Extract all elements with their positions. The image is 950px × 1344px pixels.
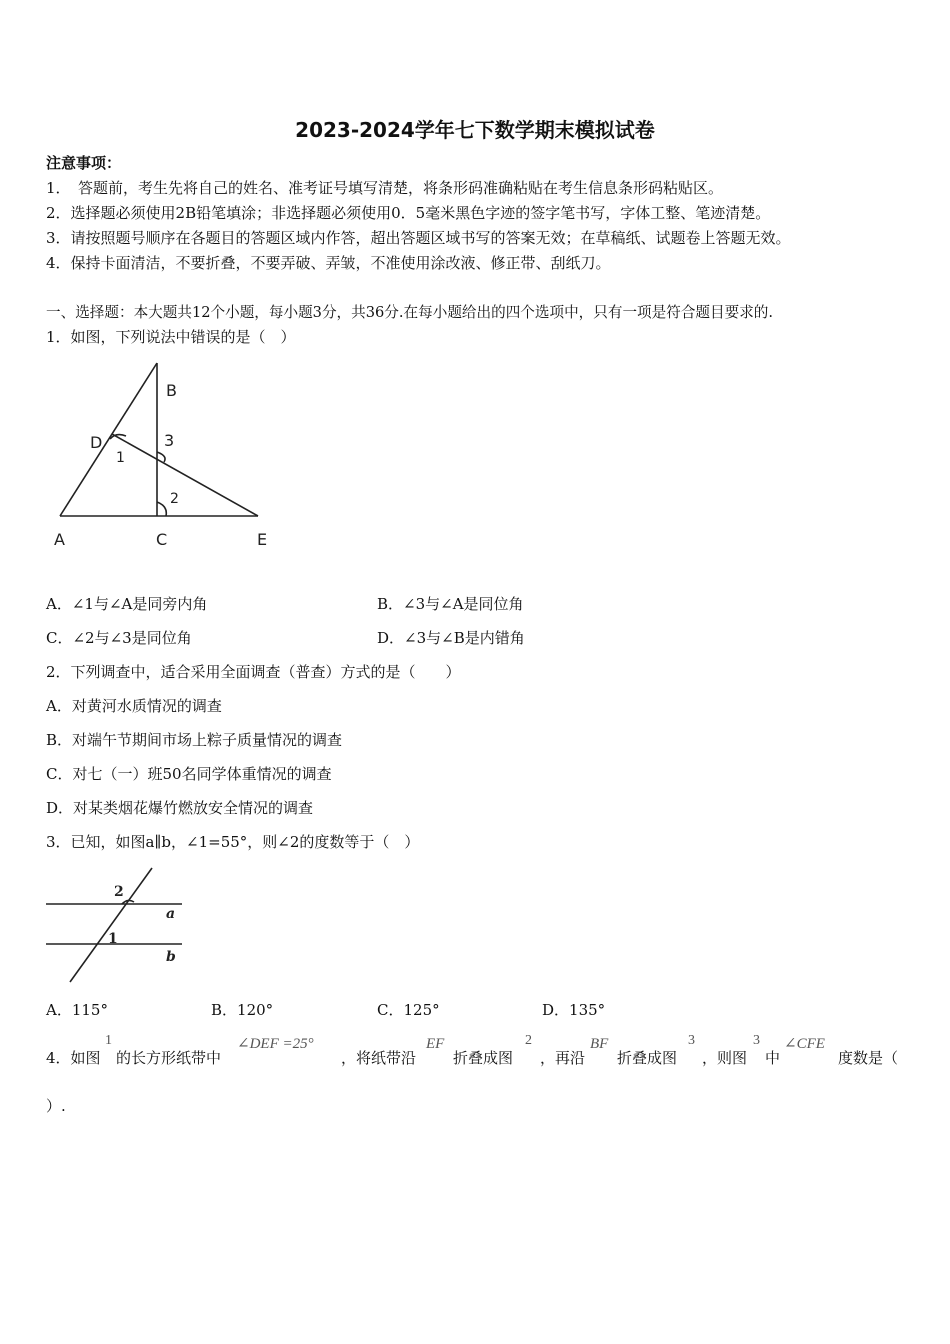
q3-option-c: C．125°: [377, 1001, 440, 1019]
fig1-label-d: D: [90, 433, 103, 452]
q4-text-1: 4．如图: [46, 1049, 101, 1067]
q2-option-d: D．对某类烟花爆竹燃放安全情况的调查: [46, 799, 314, 817]
section-heading: 一、选择题：本大题共12个小题，每小题3分，共36分.在每小题给出的四个选项中，只有一项是符合题目要求的.: [46, 304, 774, 321]
q4-math-ef: EF: [426, 1036, 445, 1052]
q4-fig-num-1: 1: [105, 1033, 112, 1048]
fig1-label-c: C: [156, 530, 168, 549]
fig1-label-angle3: 3: [164, 431, 175, 450]
fig1-label-b: B: [166, 381, 177, 400]
q2-option-b: B．对端午节期间市场上粽子质量情况的调查: [46, 731, 343, 749]
q3-figure: [44, 864, 194, 986]
q4-math-angle-cfe: ∠CFE: [784, 1036, 825, 1052]
fig3-label-angle1: 1: [108, 931, 118, 947]
q1-option-b: B．∠3与∠A是同位角: [377, 595, 524, 613]
q1-option-a: A．∠1与∠A是同旁内角: [46, 595, 208, 613]
q1-stem: 1．如图，下列说法中错误的是（ ）: [46, 328, 296, 346]
q3-option-d: D．135°: [542, 1001, 606, 1019]
fig3-label-b: b: [166, 949, 176, 965]
q4-math-angle-def: ∠DEF =25°: [237, 1036, 314, 1052]
fig3-label-angle2: 2: [114, 884, 124, 900]
q4-text-2: 的长方形纸带中: [116, 1049, 222, 1067]
notice-item: 1． 答题前，考生先将自己的姓名、准考证号填写清楚，将条形码准确粘贴在考生信息条形码粘贴区。: [46, 179, 724, 197]
q3-stem: 3．已知，如图a∥b，∠1=55°，则∠2的度数等于（ ）: [46, 833, 420, 851]
notice-item: 3．请按照题号顺序在各题目的答题区域内作答，超出答题区域书写的答案无效；在草稿纸、试题卷上答题无效。: [46, 229, 791, 247]
q4-text-6: 折叠成图: [617, 1049, 678, 1067]
q4-fig-num-4: 3: [753, 1033, 760, 1048]
q4-fig-num-3: 3: [688, 1033, 695, 1048]
q4-text-5: ，再沿: [540, 1049, 586, 1067]
notice-item: 4．保持卡面清洁，不要折叠，不要弄破、弄皱，不准使用涂改液、修正带、刮纸刀。: [46, 254, 611, 272]
q4-text-9: 度数是（: [838, 1049, 899, 1067]
q4-text-4: 折叠成图: [453, 1049, 514, 1067]
q4-math-bf: BF: [590, 1036, 609, 1052]
notice-heading: 注意事项：: [46, 154, 122, 172]
q4-text-10: ）.: [46, 1097, 66, 1115]
q4-text-8: 中: [765, 1049, 781, 1067]
q1-option-d: D．∠3与∠B是内错角: [377, 629, 525, 647]
q2-option-c: C．对七（一）班50名同学体重情况的调查: [46, 765, 332, 783]
q1-option-c: C．∠2与∠3是同位角: [46, 629, 192, 647]
notice-item: 2．选择题必须使用2B铅笔填涂；非选择题必须使用0．5毫米黑色字迹的签字笔书写，字体工整、笔迹清楚。: [46, 204, 771, 222]
q3-option-a: A．115°: [46, 1001, 108, 1019]
q2-option-a: A．对黄河水质情况的调查: [46, 697, 222, 715]
q2-stem: 2．下列调查中，适合采用全面调查（普查）方式的是（ ）: [46, 663, 461, 681]
q3-option-b: B．120°: [211, 1001, 274, 1019]
q4-text-7: ，则图: [702, 1049, 748, 1067]
fig1-label-a: A: [54, 530, 65, 549]
q1-figure: [40, 358, 290, 558]
page-title: 2023-2024学年七下数学期末模拟试卷: [295, 118, 655, 142]
q4-fig-num-2: 2: [525, 1033, 532, 1048]
fig1-label-angle1: 1: [116, 450, 125, 466]
fig1-label-angle2: 2: [170, 491, 179, 507]
fig1-label-e: E: [257, 530, 268, 549]
q4-text-3: ，将纸带沿: [341, 1049, 417, 1067]
fig3-label-a: a: [166, 906, 176, 922]
